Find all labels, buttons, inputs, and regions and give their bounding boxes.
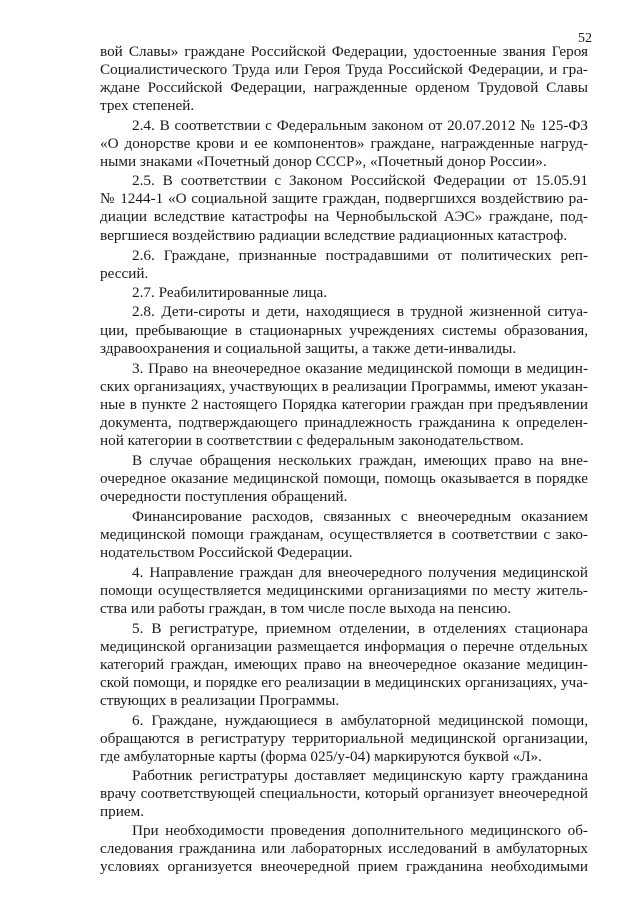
text-line: нодательством Российской Федерации. xyxy=(100,544,353,561)
text-line: очередности поступления обращений. xyxy=(100,488,348,505)
text-line: 4. Направление граждан для внеочередного получения медицинской xyxy=(132,564,588,581)
text-line: очередное оказание медицинской помощи, помощь оказывается в порядке xyxy=(100,470,588,487)
text-line: где амбулаторные карты (форма 025/у-04) маркируются буквой «Л». xyxy=(100,748,542,765)
text-line: обращаются в регистратуру территориальной медицинской организации, xyxy=(100,730,588,747)
text-line: № 1244-1 «О социальной защите граждан, подвергшихся воздействию ра- xyxy=(100,190,588,207)
text-line: 6. Граждане, нуждающиеся в амбулаторной медицинской помощи, xyxy=(132,712,588,729)
text-line: ной категории в соответствии с федеральным законодательством. xyxy=(100,432,524,449)
text-line: 2.4. В соответствии с Федеральным законом от 20.07.2012 № 125-ФЗ xyxy=(132,117,588,134)
text-line: В случае обращения нескольких граждан, имеющих право на вне- xyxy=(132,452,588,469)
text-line: ные в пункте 2 настоящего Порядка категории граждан при предъявлении xyxy=(100,396,588,413)
text-line: вой Славы» граждане Российской Федерации, удостоенные звания Героя xyxy=(100,43,588,60)
text-line: Работник регистратуры доставляет медицинскую карту гражданина xyxy=(132,767,588,784)
text-line: 2.5. В соответствии с Законом Российской Федерации от 15.05.91 xyxy=(132,172,588,189)
text-line: ства или работы граждан, в том числе после выхода на пенсию. xyxy=(100,600,512,617)
text-line: прием. xyxy=(100,803,144,820)
text-line: диации вследствие катастрофы на Чернобыльской АЭС» граждане, под- xyxy=(100,208,588,225)
text-line: При необходимости проведения дополнительного медицинского об- xyxy=(132,822,588,839)
text-line: ными знаками «Почетный донор СССР», «Почетный донор России». xyxy=(100,153,547,170)
text-line: Финансирование расходов, связанных с внеочередным оказанием xyxy=(132,508,588,525)
text-line: условиях организуется внеочередной прием гражданина необходимыми xyxy=(100,858,588,875)
text-line: врачу соответствующей специальности, который организует внеочередной xyxy=(100,785,588,802)
text-line: ской помощи, и порядке его реализации в медицинских организациях, уча- xyxy=(100,674,588,691)
text-line: Социалистического Труда или Героя Труда Российской Федерации, и гра- xyxy=(100,61,588,78)
text-line: трех степеней. xyxy=(100,97,195,114)
text-line: 5. В регистратуре, приемном отделении, в отделениях стационара xyxy=(132,620,588,637)
text-line: 2.7. Реабилитированные лица. xyxy=(132,284,328,301)
text-line: категорий граждан, имеющих право на внеочередное оказание медицин- xyxy=(100,656,588,673)
text-line: 2.6. Граждане, признанные пострадавшими от политических реп- xyxy=(132,247,588,264)
text-line: рессий. xyxy=(100,265,149,282)
text-line: ждане Российской Федерации, награжденные орденом Трудовой Славы xyxy=(100,79,588,96)
text-line: «О донорстве крови и ее компонентов» граждане, награжденные нагруд- xyxy=(100,135,588,152)
text-line: 2.8. Дети-сироты и дети, находящиеся в трудной жизненной ситуа- xyxy=(132,303,588,320)
text-line: ствующих в реализации Программы. xyxy=(100,692,340,709)
text-line: документа, подтверждающего принадлежность гражданина к определен- xyxy=(100,414,588,431)
text-line: следования гражданина или лабораторных исследований в амбулаторных xyxy=(100,840,588,857)
text-line: ских организациях, участвующих в реализации Программы, имеют указан- xyxy=(100,378,588,395)
text-line: ции, пребывающие в стационарных учреждениях системы образования, xyxy=(100,322,588,339)
text-line: здравоохранения и социальной защиты, а также дети-инвалиды. xyxy=(100,340,517,357)
page-number: 52 xyxy=(578,31,592,46)
text-line: 3. Право на внеочередное оказание медицинской помощи в медицин- xyxy=(132,360,588,377)
text-line: помощи осуществляется медицинскими организациями по месту житель- xyxy=(100,582,588,599)
text-line: медицинской помощи гражданам, осуществляется в соответствии с зако- xyxy=(100,526,588,543)
text-line: вергшиеся воздействию радиации вследствие радиационных катастроф. xyxy=(100,227,567,244)
text-line: медицинской организации размещается информация о перечне отдельных xyxy=(100,638,588,655)
